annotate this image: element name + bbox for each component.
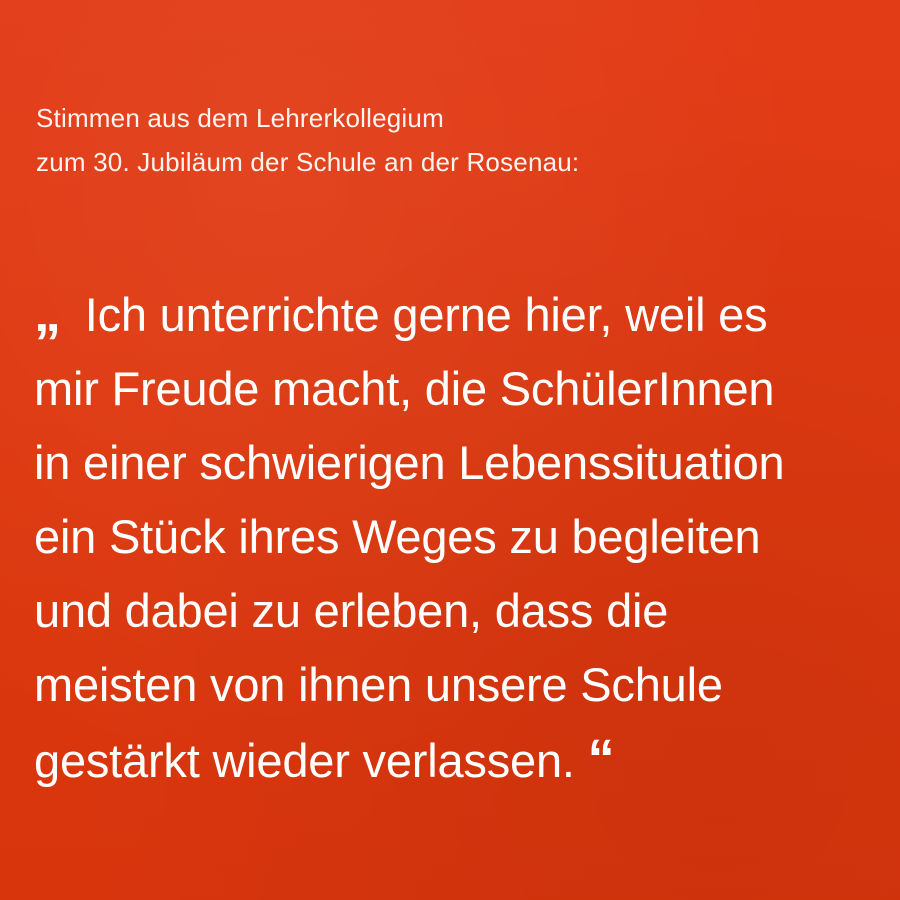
quote-line-1-text: Ich unterrichte gerne hier, weil es <box>84 288 768 341</box>
quote-text <box>34 276 866 798</box>
intro-line-1: Stimmen aus dem Lehrerkollegium <box>36 103 444 133</box>
quote-line-4: ein Stück ihres Weges zu begleiten <box>34 510 761 563</box>
quote-close-mark: “ <box>587 729 613 789</box>
quote-line-6: meisten von ihnen unsere Schule <box>34 658 723 711</box>
quote-line-7 <box>34 722 866 798</box>
quote-line-2: mir Freude macht, die SchülerInnen <box>34 362 775 415</box>
intro-heading <box>36 96 836 184</box>
intro-line-2: zum 30. Jubiläum der Schule an der Rosenau: <box>36 147 580 177</box>
quote-line-3: in einer schwierigen Lebenssituation <box>34 436 785 489</box>
quote-line-7-text: gestärkt wieder verlassen. <box>34 734 575 787</box>
quote-line-5: und dabei zu erleben, dass die <box>34 584 669 637</box>
quote-open-mark: „ <box>34 283 59 343</box>
quote-line-1 <box>34 276 866 352</box>
